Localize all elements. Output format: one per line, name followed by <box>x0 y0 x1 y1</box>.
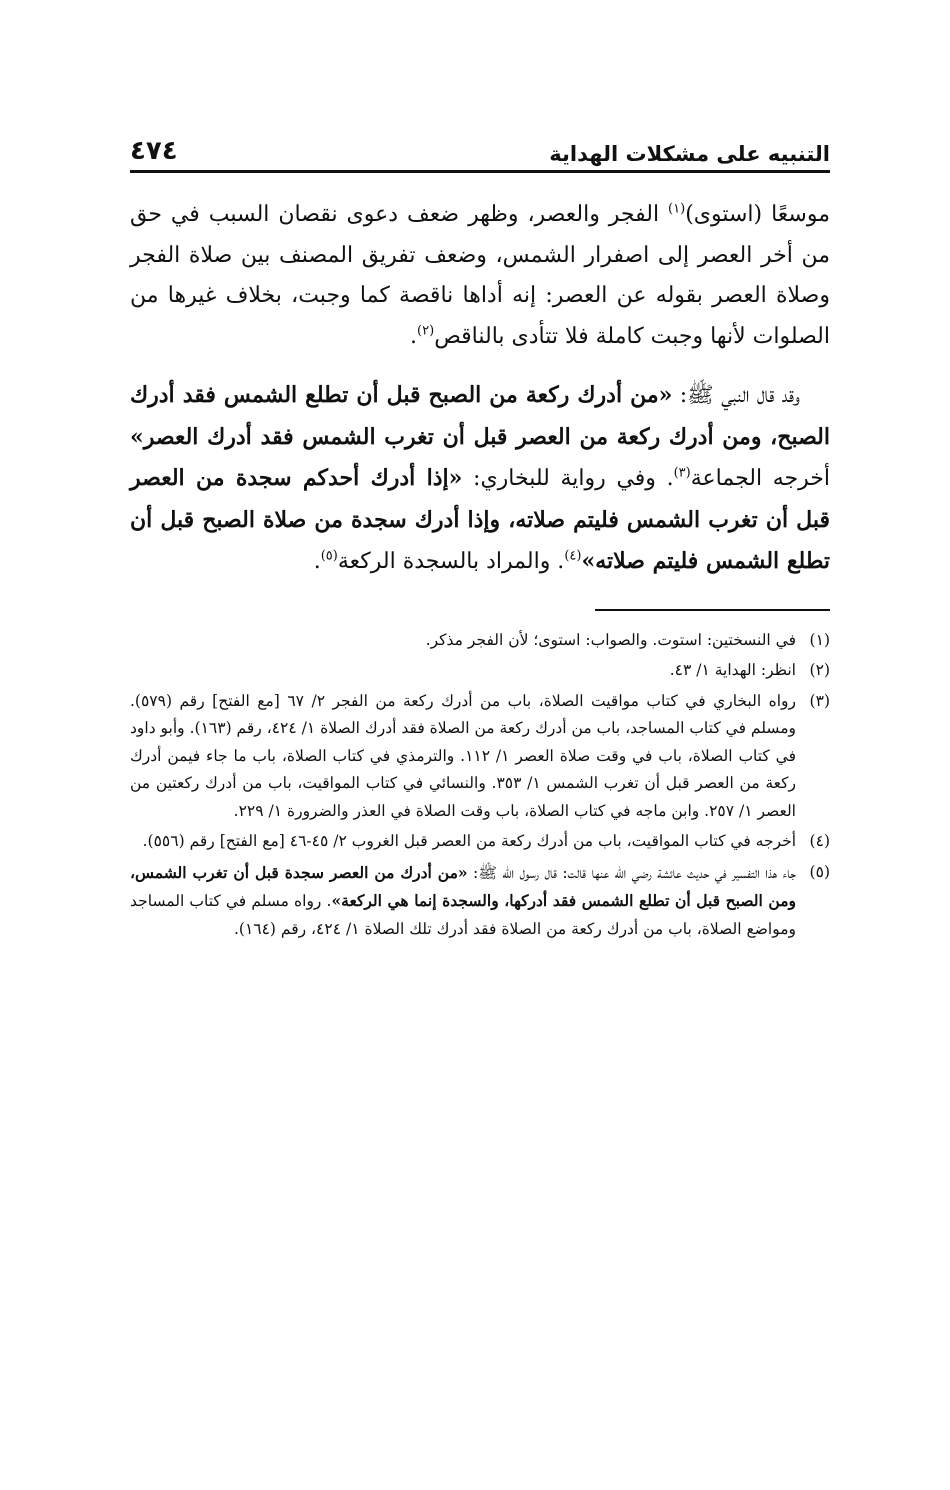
footnote-number: (٥) <box>809 862 830 881</box>
footnote-1 <box>130 627 830 655</box>
footnote-ref-4: (٤) <box>564 548 582 564</box>
paragraph-2-intro: وقد قال النبي ﷺ: <box>672 383 800 408</box>
footnote-5-hadith: «من أدرك من العصر سجدة قبل أن تغرب الشمس، ومن الصبح قبل أن تطلع الشمس فقد أدركها، والسجدة إنما هي الركعة» <box>130 862 796 910</box>
paragraph-1 <box>130 195 830 357</box>
footnote-ref-2: (٢) <box>417 323 435 339</box>
footnote-number: (٢) <box>809 661 830 679</box>
footnote-text: في النسختين: استوت. والصواب: استوى؛ لأن الفجر مذكر. <box>425 630 796 649</box>
footnote-5 <box>130 859 830 944</box>
footnote-divider <box>595 609 830 611</box>
hadith-1: «من أدرك ركعة من الصبح قبل أن تطلع الشمس فقد أدرك الصبح، ومن أدرك ركعة من العصر قبل أن تغرب الشمس فقد أدرك العصر» <box>130 382 830 450</box>
footnote-4 <box>130 828 830 856</box>
running-title: التنبيه على مشكلات الهداية <box>549 142 830 166</box>
page <box>130 120 830 946</box>
footnote-text: أخرجه في كتاب المواقيت، باب من أدرك ركعة من العصر قبل الغروب ٢/ ٤٥-٤٦ [مع الفتح] رقم (٥٥٦). <box>142 832 796 850</box>
page-number: ٤٧٤ <box>130 136 178 166</box>
footnote-3 <box>130 688 830 826</box>
paragraph-2-mid2: . وفي رواية للبخاري: <box>462 466 674 491</box>
footnote-text <box>130 859 796 944</box>
footnote-text: انظر: الهداية ١/ ٤٣. <box>669 661 796 679</box>
paragraph-1-part2: الفجر والعصر، وظهر ضعف دعوى نقصان السبب في حق من أخر العصر إلى اصفرار الشمس، وضعف تفريق المصنف بين صلاة الفجر وصلاة العصر بقوله عن العصر: إنه أداها ناقصة كما وجبت، بخلاف غيرها من الصلوات لأنها وجبت كاملة فلا تتأدى بالناقص <box>130 202 830 349</box>
paragraph-1-part3: . <box>410 323 418 349</box>
paragraph-2 <box>130 375 830 583</box>
footnote-number: (٤) <box>809 832 830 850</box>
page-header <box>130 120 830 173</box>
footnote-5-part-a: جاء هذا التفسير في حديث عائشة رضي الله عنها قالت: قال رسول الله ﷺ: <box>467 863 796 882</box>
paragraph-2-end: . والمراد بالسجدة الركعة <box>337 549 565 574</box>
footnote-text: رواه البخاري في كتاب مواقيت الصلاة، باب من أدرك ركعة من الفجر ٢/ ٦٧ [مع الفتح] رقم (٥٧٩). ومسلم في كتاب المساجد، باب من أدرك ركعة من الصلاة فقد أدرك الصلاة ١/ ٤٢٤، رقم (١٦٣). وأبو داود في كتاب الصلاة، باب في وقت صلاة العصر ١/ ١١٢. والترمذي في كتاب الصلاة، باب ما جاء فيمن أدرك ركعة من العصر قبل أن تغرب الشمس ١/ ٣٥٣. والنسائي في كتاب المواقيت، باب من أدرك ركعتين من العصر ١/ ٢٥٧. وابن ماجه في كتاب الصلاة، باب وقت الصلاة في العذر والضرورة ١/ ٢٢٩. <box>130 691 796 820</box>
paragraph-2-end2: . <box>313 549 321 574</box>
footnote-ref-3: (٣) <box>673 465 691 481</box>
main-text <box>130 195 830 583</box>
footnote-ref-5: (٥) <box>320 548 338 564</box>
hadith-2: «إذا أدرك أحدكم سجدة من العصر قبل أن تغرب الشمس فليتم صلاته، وإذا أدرك سجدة من صلاة الصبح قبل أن تطلع الشمس فليتم صلاته» <box>130 465 830 574</box>
footnote-number: (٣) <box>809 691 830 710</box>
paragraph-1-part1: موسعًا (استوى) <box>685 202 830 227</box>
footnote-ref-1: (١) <box>668 201 686 217</box>
footnotes <box>130 627 830 944</box>
footnote-5-part-b: . رواه مسلم في كتاب المساجد ومواضع الصلاة، باب من أدرك ركعة من الصلاة فقد أدرك تلك الصلاة ١/ ٤٢٤، رقم (١٦٤). <box>130 892 796 938</box>
paragraph-2-mid1: أخرجه الجماعة <box>690 466 830 491</box>
footnote-number: (١) <box>809 630 830 649</box>
footnote-2 <box>130 657 830 685</box>
